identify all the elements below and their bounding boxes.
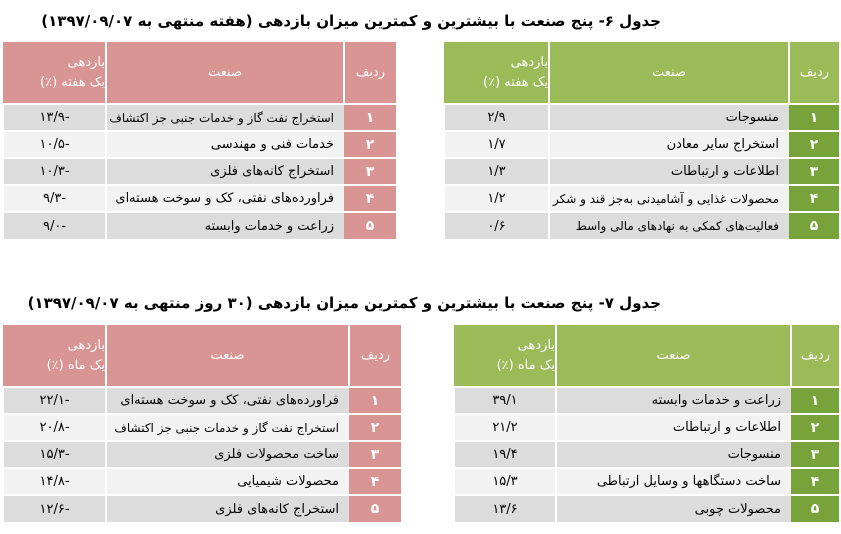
table6-top-table xyxy=(443,42,839,239)
table-row xyxy=(3,131,396,158)
rank-cell: ۳ xyxy=(791,441,839,468)
return-cell: ۲۱/۲ xyxy=(454,414,556,441)
table-row xyxy=(444,212,839,239)
header-rank: ردیف xyxy=(791,325,839,387)
return-cell: -۱۵/۳ xyxy=(3,441,106,468)
table-row xyxy=(3,185,396,212)
table-row xyxy=(444,104,839,131)
industry-cell: محصولات چوبی xyxy=(556,495,791,522)
header-return-line1: بازدهی xyxy=(67,54,105,70)
table-row xyxy=(444,185,839,212)
industry-cell: استخراج نفت گاز و خدمات جنبی جز اکتشاف xyxy=(106,104,344,131)
table-row xyxy=(454,387,839,414)
rank-cell: ۱ xyxy=(349,387,401,414)
table-row xyxy=(444,158,839,185)
rank-cell: ۴ xyxy=(344,185,396,212)
rank-cell: ۲ xyxy=(789,131,839,158)
table7-top-table xyxy=(453,325,839,522)
return-cell: -۱۰/۵ xyxy=(3,131,106,158)
return-cell: ۰/۶ xyxy=(444,212,549,239)
table-row xyxy=(3,212,396,239)
header-return-line2: یک ماه (٪) xyxy=(496,357,555,373)
return-cell: -۱۳/۹ xyxy=(3,104,106,131)
table6-title: جدول ۶- پنج صنعت با بیشترین و کمترین میزان بازدهی (هفته منتهی به ۱۳۹۷/۰۹/۰۷) xyxy=(41,12,661,30)
rank-cell: ۳ xyxy=(789,158,839,185)
return-cell: ۱/۲ xyxy=(444,185,549,212)
header-return xyxy=(3,325,106,387)
return-cell: ۲/۹ xyxy=(444,104,549,131)
return-cell: ۱۳/۶ xyxy=(454,495,556,522)
header-return-line1: بازدهی xyxy=(67,337,105,353)
industry-cell: فعالیت‌های کمکی به نهادهای مالی واسط xyxy=(549,212,789,239)
header-return-line1: بازدهی xyxy=(510,54,548,70)
table-row xyxy=(454,468,839,495)
industry-cell: زراعت و خدمات وابسته xyxy=(106,212,344,239)
table7-bottom-table xyxy=(2,325,401,522)
rank-cell: ۳ xyxy=(349,441,401,468)
return-cell: -۱۲/۶ xyxy=(3,495,106,522)
industry-cell: ساخت محصولات فلزی xyxy=(106,441,349,468)
rank-cell: ۴ xyxy=(349,468,401,495)
header-rank: ردیف xyxy=(789,42,839,104)
header-return xyxy=(454,325,556,387)
return-cell: -۱۰/۳ xyxy=(3,158,106,185)
rank-cell: ۲ xyxy=(344,131,396,158)
table-row xyxy=(3,441,401,468)
rank-cell: ۴ xyxy=(791,468,839,495)
header-return-line1: بازدهی xyxy=(517,337,555,353)
return-cell: ۱/۷ xyxy=(444,131,549,158)
table-row xyxy=(444,131,839,158)
return-cell: -۲۲/۱ xyxy=(3,387,106,414)
rank-cell: ۱ xyxy=(789,104,839,131)
industry-cell: استخراج کانه‌های فلزی xyxy=(106,158,344,185)
industry-cell: محصولات شیمیایی xyxy=(106,468,349,495)
rank-cell: ۲ xyxy=(349,414,401,441)
rank-cell: ۵ xyxy=(791,495,839,522)
industry-cell: فراورده‌های نفتی، کک و سوخت هسته‌ای xyxy=(106,387,349,414)
header-return-line2: یک ماه (٪) xyxy=(46,357,105,373)
table-row xyxy=(454,414,839,441)
industry-cell: منسوجات xyxy=(549,104,789,131)
header-industry: صنعت xyxy=(556,325,791,387)
rank-cell: ۵ xyxy=(349,495,401,522)
return-cell: -۹/۳ xyxy=(3,185,106,212)
header-industry: صنعت xyxy=(106,42,344,104)
industry-cell: ساخت دستگاهها و وسایل ارتباطی xyxy=(556,468,791,495)
table-row xyxy=(3,468,401,495)
table-row xyxy=(3,104,396,131)
industry-cell: اطلاعات و ارتباطات xyxy=(556,414,791,441)
return-cell: ۱۹/۴ xyxy=(454,441,556,468)
rank-cell: ۲ xyxy=(791,414,839,441)
industry-cell: فراورده‌های نفتی، کک و سوخت هسته‌ای xyxy=(106,185,344,212)
industry-cell: خدمات فنی و مهندسی xyxy=(106,131,344,158)
header-industry: صنعت xyxy=(549,42,789,104)
return-cell: -۲۰/۸ xyxy=(3,414,106,441)
header-return-line2: یک هفته (٪) xyxy=(483,74,548,90)
rank-cell: ۱ xyxy=(791,387,839,414)
return-cell: ۱۵/۳ xyxy=(454,468,556,495)
rank-cell: ۱ xyxy=(344,104,396,131)
header-rank: ردیف xyxy=(344,42,396,104)
rank-cell: ۵ xyxy=(789,212,839,239)
table-row xyxy=(3,387,401,414)
table7-title: جدول ۷- پنج صنعت با بیشترین و کمترین میزان بازدهی (۳۰ روز منتهی به ۱۳۹۷/۰۹/۰۷) xyxy=(27,294,661,312)
rank-cell: ۵ xyxy=(344,212,396,239)
return-cell: ۳۹/۱ xyxy=(454,387,556,414)
header-rank: ردیف xyxy=(349,325,401,387)
rank-cell: ۴ xyxy=(789,185,839,212)
rank-cell: ۳ xyxy=(344,158,396,185)
header-return xyxy=(444,42,549,104)
table-row xyxy=(3,414,401,441)
table6-bottom-table xyxy=(2,42,396,239)
return-cell: -۹/۰ xyxy=(3,212,106,239)
industry-cell: استخراج کانه‌های فلزی xyxy=(106,495,349,522)
header-return-line2: یک هفته (٪) xyxy=(40,74,105,90)
table-row xyxy=(3,495,401,522)
industry-cell: اطلاعات و ارتباطات xyxy=(549,158,789,185)
industry-cell: محصولات غذایی و آشامیدنی به‌جز قند و شکر xyxy=(549,185,789,212)
return-cell: -۱۴/۸ xyxy=(3,468,106,495)
header-industry: صنعت xyxy=(106,325,349,387)
table-row xyxy=(454,495,839,522)
industry-cell: استخراج نفت گاز و خدمات جنبی جز اکتشاف xyxy=(106,414,349,441)
header-return xyxy=(3,42,106,104)
industry-cell: استخراج سایر معادن xyxy=(549,131,789,158)
industry-cell: زراعت و خدمات وابسته xyxy=(556,387,791,414)
table-row xyxy=(454,441,839,468)
industry-cell: منسوجات xyxy=(556,441,791,468)
return-cell: ۱/۳ xyxy=(444,158,549,185)
table-row xyxy=(3,158,396,185)
